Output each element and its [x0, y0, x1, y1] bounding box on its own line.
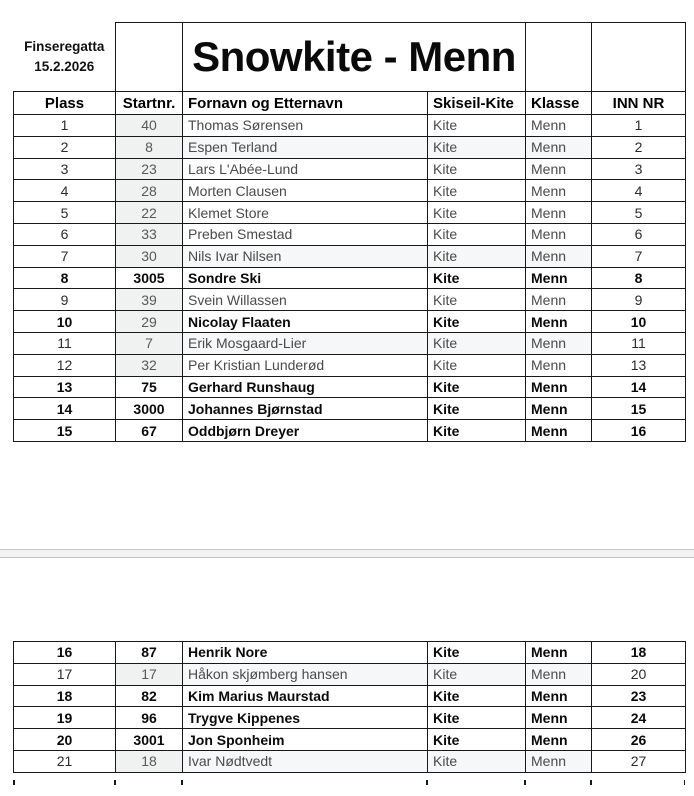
cell-innnr: 2 [592, 136, 686, 158]
sheet-title: Snowkite - Menn [183, 23, 526, 92]
cell-klasse: Menn [526, 289, 592, 311]
cell-name: Sondre Ski [183, 267, 428, 289]
cell-innnr: 16 [592, 420, 686, 442]
cell-skiseil: Kite [428, 354, 526, 376]
cell-name: Nicolay Flaaten [183, 311, 428, 333]
cell-skiseil: Kite [428, 180, 526, 202]
cell-innnr: 3 [592, 158, 686, 180]
cell-klasse: Menn [526, 136, 592, 158]
cell-plass: 21 [14, 750, 116, 772]
cell-name: Per Kristian Lunderød [183, 354, 428, 376]
cell-name: Thomas Sørensen [183, 115, 428, 137]
column-header-row [14, 92, 686, 115]
cell-name: Oddbjørn Dreyer [183, 420, 428, 442]
table-row [14, 642, 686, 664]
cell-startnr: 7 [116, 332, 183, 354]
cell-skiseil: Kite [428, 750, 526, 772]
cell-innnr: 27 [592, 750, 686, 772]
empty-cell [592, 23, 686, 92]
page-break-separator [0, 549, 694, 558]
cell-name: Klemet Store [183, 202, 428, 224]
cell-startnr: 40 [116, 115, 183, 137]
cell-startnr: 32 [116, 354, 183, 376]
cell-name: Ivar Nødtvedt [183, 750, 428, 772]
table-row [14, 354, 686, 376]
table-row [14, 729, 686, 751]
cell-skiseil: Kite [428, 158, 526, 180]
table-row [14, 707, 686, 729]
cell-name: Håkon skjømberg hansen [183, 663, 428, 685]
cell-klasse: Menn [526, 202, 592, 224]
cell-skiseil: Kite [428, 311, 526, 333]
cell-startnr: 17 [116, 663, 183, 685]
cell-skiseil: Kite [428, 289, 526, 311]
cell-klasse: Menn [526, 332, 592, 354]
col-header-klasse: Klasse [526, 92, 592, 115]
cell-skiseil: Kite [428, 136, 526, 158]
cell-name: Kim Marius Maurstad [183, 685, 428, 707]
cell-startnr: 23 [116, 158, 183, 180]
cell-name: Trygve Kippenes [183, 707, 428, 729]
event-info-cell [14, 23, 116, 92]
cell-innnr: 15 [592, 398, 686, 420]
cell-startnr: 33 [116, 223, 183, 245]
cell-name: Morten Clausen [183, 180, 428, 202]
cell-startnr: 82 [116, 685, 183, 707]
table-row [14, 332, 686, 354]
cell-klasse: Menn [526, 267, 592, 289]
cell-innnr: 4 [592, 180, 686, 202]
cell-plass: 4 [14, 180, 116, 202]
empty-cell [116, 23, 183, 92]
cell-startnr: 18 [116, 750, 183, 772]
cell-skiseil: Kite [428, 642, 526, 664]
col-header-startnr: Startnr. [116, 92, 183, 115]
cell-name: Lars L'Abée-Lund [183, 158, 428, 180]
cell-innnr: 6 [592, 223, 686, 245]
cell-plass: 10 [14, 311, 116, 333]
cell-startnr: 87 [116, 642, 183, 664]
table-row [14, 136, 686, 158]
cell-skiseil: Kite [428, 115, 526, 137]
cell-startnr: 39 [116, 289, 183, 311]
cell-klasse: Menn [526, 180, 592, 202]
cell-skiseil: Kite [428, 223, 526, 245]
cell-skiseil: Kite [428, 398, 526, 420]
cell-skiseil: Kite [428, 376, 526, 398]
cell-skiseil: Kite [428, 707, 526, 729]
cell-klasse: Menn [526, 729, 592, 751]
cell-skiseil: Kite [428, 420, 526, 442]
event-date: 15.2.2026 [34, 58, 95, 74]
cell-plass: 12 [14, 354, 116, 376]
cell-name: Johannes Bjørnstad [183, 398, 428, 420]
cell-name: Svein Willassen [183, 289, 428, 311]
cell-innnr: 13 [592, 354, 686, 376]
cell-innnr: 11 [592, 332, 686, 354]
cell-name: Jon Sponheim [183, 729, 428, 751]
cell-name: Henrik Nore [183, 642, 428, 664]
table-row [14, 115, 686, 137]
cell-innnr: 1 [592, 115, 686, 137]
cell-innnr: 8 [592, 267, 686, 289]
table-row [14, 398, 686, 420]
cell-plass: 7 [14, 245, 116, 267]
cell-startnr: 96 [116, 707, 183, 729]
cell-plass: 14 [14, 398, 116, 420]
event-name: Finseregatta [24, 39, 105, 55]
table-row [14, 223, 686, 245]
table-row [14, 311, 686, 333]
cell-innnr: 23 [592, 685, 686, 707]
cell-innnr: 7 [592, 245, 686, 267]
cell-klasse: Menn [526, 311, 592, 333]
table-row [14, 267, 686, 289]
cell-klasse: Menn [526, 707, 592, 729]
cell-innnr: 24 [592, 707, 686, 729]
cell-plass: 16 [14, 642, 116, 664]
cell-plass: 5 [14, 202, 116, 224]
cell-startnr: 3001 [116, 729, 183, 751]
results-table-page1 [13, 22, 686, 442]
cell-startnr: 28 [116, 180, 183, 202]
cell-plass: 17 [14, 663, 116, 685]
cell-klasse: Menn [526, 158, 592, 180]
cell-innnr: 20 [592, 663, 686, 685]
cell-innnr: 5 [592, 202, 686, 224]
col-header-name: Fornavn og Etternavn [183, 92, 428, 115]
cell-skiseil: Kite [428, 267, 526, 289]
cell-name: Nils Ivar Nilsen [183, 245, 428, 267]
cell-klasse: Menn [526, 420, 592, 442]
cell-startnr: 75 [116, 376, 183, 398]
cell-skiseil: Kite [428, 202, 526, 224]
cell-innnr: 18 [592, 642, 686, 664]
cell-plass: 3 [14, 158, 116, 180]
cell-skiseil: Kite [428, 245, 526, 267]
table-row [14, 180, 686, 202]
col-header-plass: Plass [14, 92, 116, 115]
table-row [14, 685, 686, 707]
table-row [14, 245, 686, 267]
cell-plass: 20 [14, 729, 116, 751]
cell-klasse: Menn [526, 245, 592, 267]
cell-klasse: Menn [526, 663, 592, 685]
cell-name: Preben Smestad [183, 223, 428, 245]
cell-klasse: Menn [526, 354, 592, 376]
empty-cell [526, 23, 592, 92]
cell-name: Erik Mosgaard-Lier [183, 332, 428, 354]
cell-plass: 6 [14, 223, 116, 245]
cell-klasse: Menn [526, 685, 592, 707]
results-table-page2 [13, 641, 686, 773]
cell-name: Espen Terland [183, 136, 428, 158]
cell-plass: 19 [14, 707, 116, 729]
col-header-skiseil: Skiseil-Kite [428, 92, 526, 115]
cell-klasse: Menn [526, 398, 592, 420]
cell-skiseil: Kite [428, 332, 526, 354]
cell-innnr: 14 [592, 376, 686, 398]
cell-startnr: 29 [116, 311, 183, 333]
cell-plass: 11 [14, 332, 116, 354]
cell-startnr: 30 [116, 245, 183, 267]
cell-klasse: Menn [526, 115, 592, 137]
table-row [14, 420, 686, 442]
cell-plass: 8 [14, 267, 116, 289]
table-row [14, 750, 686, 772]
table-row [14, 202, 686, 224]
cell-plass: 18 [14, 685, 116, 707]
cell-klasse: Menn [526, 223, 592, 245]
cell-plass: 2 [14, 136, 116, 158]
cell-skiseil: Kite [428, 729, 526, 751]
table-row [14, 158, 686, 180]
table-row [14, 663, 686, 685]
cell-startnr: 3005 [116, 267, 183, 289]
cell-startnr: 3000 [116, 398, 183, 420]
title-row [14, 23, 686, 92]
cell-plass: 13 [14, 376, 116, 398]
cell-klasse: Menn [526, 750, 592, 772]
cell-innnr: 9 [592, 289, 686, 311]
table-row [14, 376, 686, 398]
cell-plass: 9 [14, 289, 116, 311]
cell-startnr: 8 [116, 136, 183, 158]
cell-startnr: 22 [116, 202, 183, 224]
cell-skiseil: Kite [428, 663, 526, 685]
table-row [14, 289, 686, 311]
cell-klasse: Menn [526, 376, 592, 398]
cell-innnr: 10 [592, 311, 686, 333]
cell-name: Gerhard Runshaug [183, 376, 428, 398]
cell-plass: 1 [14, 115, 116, 137]
cell-klasse: Menn [526, 642, 592, 664]
cell-innnr: 26 [592, 729, 686, 751]
cell-skiseil: Kite [428, 685, 526, 707]
cell-plass: 15 [14, 420, 116, 442]
cell-startnr: 67 [116, 420, 183, 442]
next-row-border-stub [13, 780, 685, 785]
col-header-innnr: INN NR [592, 92, 686, 115]
